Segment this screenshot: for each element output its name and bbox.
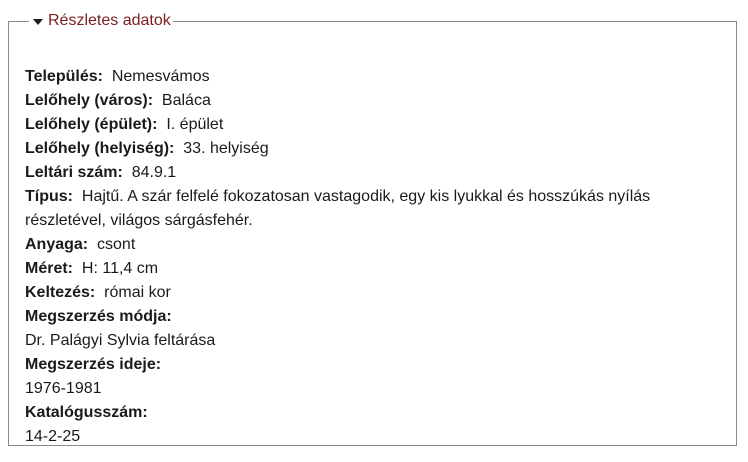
field-value: 84.9.1 [131,164,177,181]
field-lelohely-helyiseg [25,137,726,161]
caret-down-icon [33,19,43,25]
field-keltezes [25,281,726,305]
field-label: Megszerzés ideje: [25,356,162,373]
field-meret [25,257,726,281]
field-label: Lelőhely (város): [25,92,154,109]
details-toggle[interactable] [29,12,173,30]
field-label: Település: [25,68,103,85]
field-label: Keltezés: [25,284,96,301]
details-legend-label: Részletes adatok [48,12,171,29]
field-value: csont [97,236,136,253]
field-value: I. épület [166,116,224,133]
field-tipus [25,185,726,233]
field-value: 14-2-25 [25,428,81,445]
field-telepules [25,65,726,89]
details-panel [8,12,737,446]
field-katalogusszam [25,401,726,449]
field-value: 1976-1981 [25,380,102,397]
details-list [25,65,726,449]
field-value: Dr. Palágyi Sylvia feltárása [25,332,216,349]
field-value: Nemesvámos [111,68,210,85]
field-value: római kor [104,284,171,301]
field-megszerzes-ideje [25,353,726,401]
field-label: Típus: [25,188,73,205]
field-label: Lelőhely (helyiség): [25,140,175,157]
field-label: Katalógusszám: [25,404,148,421]
field-lelohely-varos [25,89,726,113]
field-label: Anyaga: [25,236,89,253]
field-value: Hajtű. A szár felfelé fokozatosan vastagodik, egy kis lyukkal és hosszúkás nyílás részletével, világos sárgásfehér. [25,188,651,229]
field-label: Lelőhely (épület): [25,116,158,133]
field-label: Megszerzés módja: [25,308,172,325]
field-leltari-szam [25,161,726,185]
field-value: H: 11,4 cm [81,260,159,277]
field-value: 33. helyiség [183,140,269,157]
field-label: Méret: [25,260,74,277]
field-value: Baláca [161,92,211,109]
field-megszerzes-modja [25,305,726,353]
field-anyaga [25,233,726,257]
field-label: Leltári szám: [25,164,123,181]
field-lelohely-epulet [25,113,726,137]
